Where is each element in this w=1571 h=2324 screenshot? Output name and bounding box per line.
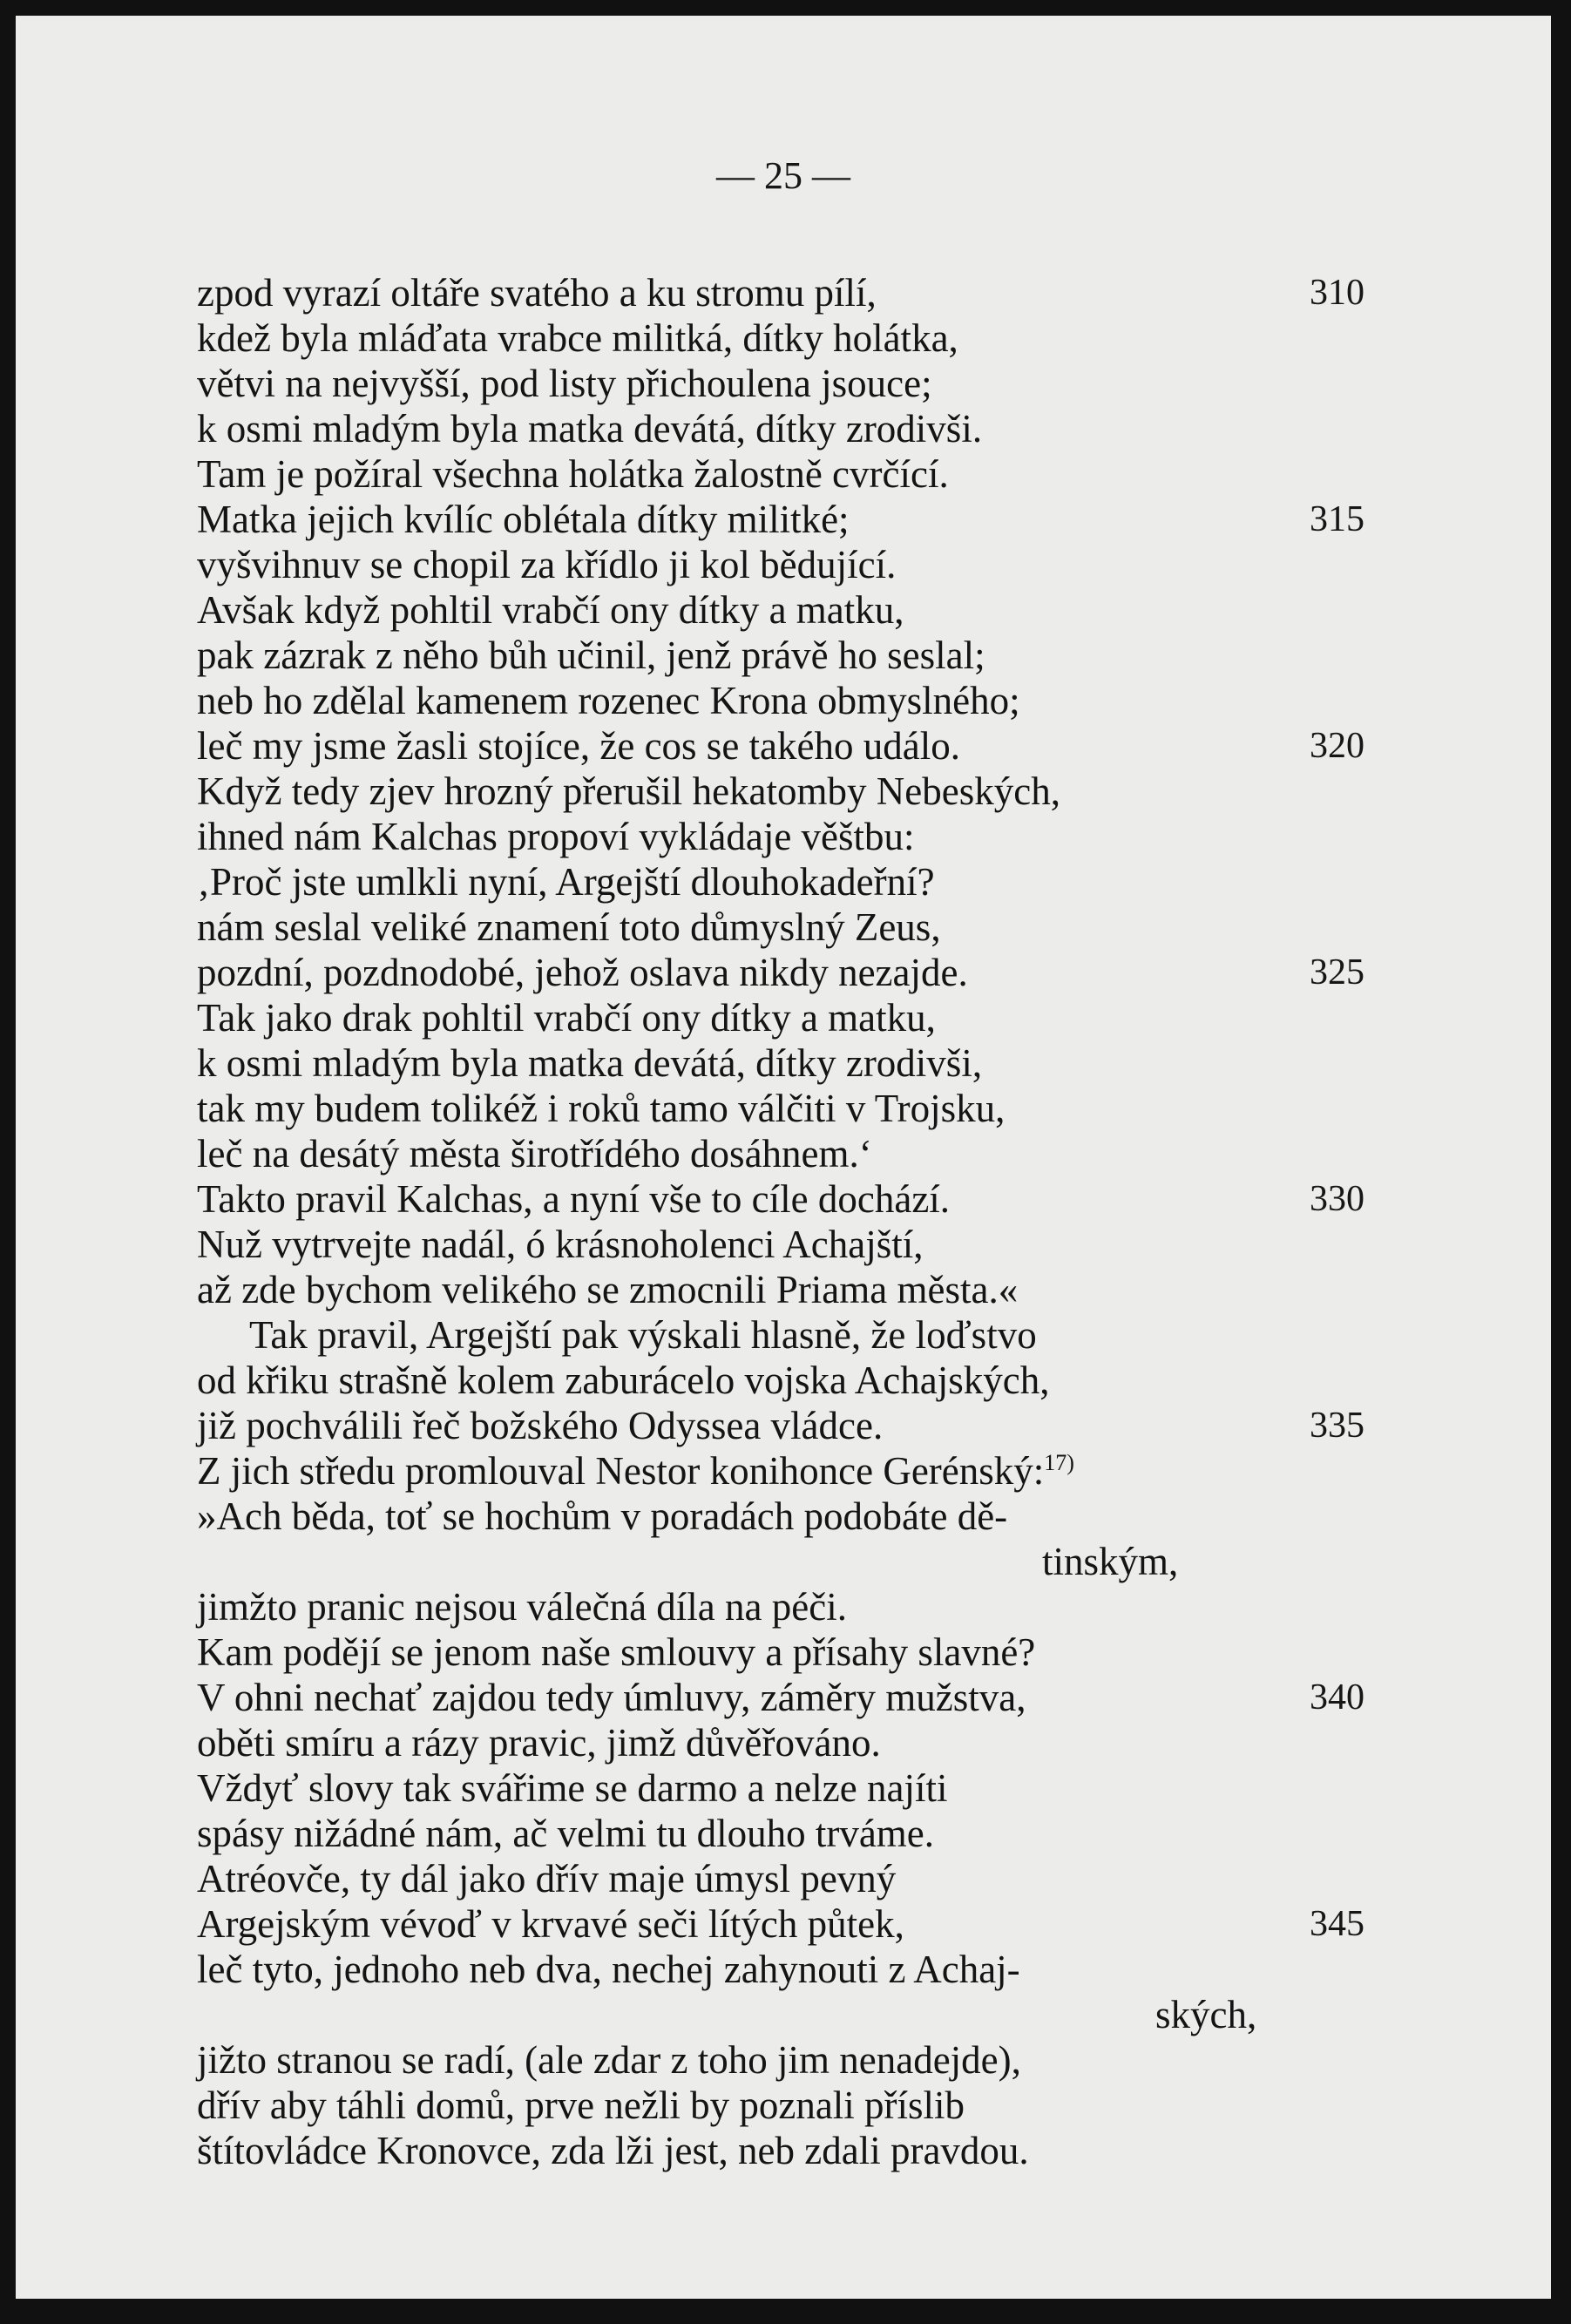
verse-text: pozdní, pozdnodobé, jehož oslava nikdy nezajde.: [197, 951, 968, 994]
verse-text: k osmi mladým byla matka devátá, dítky zrodivši.: [197, 407, 983, 451]
verse-line: [197, 1811, 1364, 1856]
verse-line: [197, 1222, 1364, 1267]
verse-text: leč na desátý města širotřídého dosáhnem.‘: [197, 1132, 872, 1176]
verse-text: Matka jejich kvílíc oblétala dítky militké;: [197, 498, 850, 541]
verse-text: spásy nižádné nám, ač velmi tu dlouho trváme.: [197, 1812, 935, 1855]
verse-text: od křiku strašně kolem zaburácelo vojska Achajských,: [197, 1358, 1050, 1402]
line-number: 335: [1310, 1406, 1364, 1446]
verse-text: Tak jako drak pohltil vrabčí ony dítky a matku,: [197, 996, 936, 1040]
verse-text: ihned nám Kalchas propoví vykládaje věštbu:: [197, 815, 915, 858]
verse-line: [197, 1267, 1364, 1312]
verse-line: [197, 1856, 1364, 1901]
verse-text: Avšak když pohltil vrabčí ony dítky a matku,: [197, 588, 904, 632]
verse-line: [197, 2128, 1364, 2173]
line-number: 315: [1310, 499, 1364, 539]
verse-text: nám seslal veliké znamení toto důmyslný Zeus,: [197, 905, 941, 949]
verse-text: štítovládce Kronovce, zda lži jest, neb zdali pravdou.: [197, 2129, 1029, 2172]
verse-text: oběti smíru a rázy pravic, jimž důvěřováno.: [197, 1721, 881, 1765]
verse-text: Atréovče, ty dál jako dřív maje úmysl pevný: [197, 1857, 897, 1901]
verse-line: [197, 361, 1364, 406]
page-number: — 25 —: [716, 154, 850, 197]
verse-text: leč my jsme žasli stojíce, že cos se takého událo.: [197, 724, 960, 768]
verse-text: ských,: [1155, 1993, 1257, 2036]
verse-text: dřív aby táhli domů, prve nežli by poznali příslib: [197, 2083, 965, 2127]
verse-line: [197, 859, 1364, 905]
verse-line: [197, 1901, 1364, 1947]
verse-text: Vždyť slovy tak svářime se darmo a nelze najíti: [197, 1766, 948, 1810]
line-number: 345: [1310, 1904, 1364, 1944]
verse-line: [197, 1630, 1364, 1675]
line-number: 320: [1310, 726, 1364, 766]
book-page: [16, 16, 1551, 2299]
verse-line: [197, 497, 1364, 542]
verse-line: [197, 1312, 1364, 1358]
verse-line: [197, 1176, 1364, 1222]
verse-block: [197, 270, 1364, 2173]
line-number: 330: [1310, 1179, 1364, 1219]
verse-line: [197, 1720, 1364, 1765]
verse-text: k osmi mladým byla matka devátá, dítky zrodivši,: [197, 1041, 983, 1085]
verse-text: větvi na nejvyšší, pod listy přichoulena jsouce;: [197, 362, 932, 405]
verse-line: [197, 1539, 1364, 1584]
line-number: 325: [1310, 952, 1364, 993]
verse-line: [197, 1992, 1364, 2037]
verse-text: neb ho zdělal kamenem rozenec Krona obmyslného;: [197, 679, 1020, 722]
verse-text: zpod vyrazí oltáře svatého a ku stromu pílí,: [197, 271, 877, 315]
verse-line: [197, 678, 1364, 723]
verse-text: Argejským vévoď v krvavé seči lítých půtek,: [197, 1902, 904, 1946]
verse-text: Tam je požíral všechna holátka žalostně cvrčící.: [197, 452, 949, 496]
verse-text: kdež byla mláďata vrabce militká, dítky holátka,: [197, 316, 958, 360]
verse-text: až zde bychom velikého se zmocnili Priama města.«: [197, 1268, 1019, 1311]
verse-line: [197, 1040, 1364, 1086]
verse-text: tinským,: [1042, 1540, 1179, 1583]
verse-line: [197, 451, 1364, 497]
verse-line: [197, 723, 1364, 769]
verse-text: Kam podějí se jenom naše smlouvy a přísahy slavné?: [197, 1630, 1036, 1674]
verse-line: [197, 769, 1364, 814]
verse-text: Nuž vytrvejte nadál, ó krásnoholenci Achajští,: [197, 1223, 924, 1266]
verse-line: [197, 1675, 1364, 1720]
verse-line: [197, 406, 1364, 451]
verse-line: [197, 1584, 1364, 1630]
verse-text: Takto pravil Kalchas, a nyní vše to cíle dochází.: [197, 1177, 951, 1221]
verse-line: [197, 1494, 1364, 1539]
verse-line: [197, 587, 1364, 633]
verse-line: [197, 950, 1364, 995]
verse-line: [197, 1358, 1364, 1403]
verse-text: ‚Proč jste umlkli nyní, Argejští dlouhokadeřní?: [197, 860, 935, 904]
verse-text: jižto stranou se radí, (ale zdar z toho jim nenadejde),: [197, 2038, 1021, 2082]
verse-line: [197, 633, 1364, 678]
verse-text: vyšvihnuv se chopil za křídlo ji kol bědující.: [197, 543, 897, 586]
verse-line: [197, 814, 1364, 859]
line-number: 340: [1310, 1677, 1364, 1718]
verse-line: [197, 270, 1364, 315]
verse-line: [197, 2083, 1364, 2128]
verse-text: tak my budem tolikéž i roků tamo válčiti v Trojsku,: [197, 1087, 1006, 1130]
verse-line: [197, 315, 1364, 361]
verse-text: V ohni nechať zajdou tedy úmluvy, záměry mužstva,: [197, 1676, 1026, 1719]
verse-line: [197, 905, 1364, 950]
verse-text: již pochválili řeč božského Odyssea vládce.: [197, 1404, 884, 1447]
verse-line: [197, 542, 1364, 587]
verse-line: [197, 995, 1364, 1040]
verse-text: pak zázrak z něho bůh učinil, jenž právě ho seslal;: [197, 634, 985, 677]
verse-text: Tak pravil, Argejští pak výskali hlasně, že loďstvo: [249, 1313, 1037, 1357]
verse-line: [197, 1448, 1364, 1494]
verse-line: [197, 1086, 1364, 1131]
verse-text: jimžto pranic nejsou válečná díla na péči.: [197, 1585, 847, 1629]
footnote-marker: 17): [1044, 1450, 1074, 1475]
verse-text: Když tedy zjev hrozný přerušil hekatomby Nebeských,: [197, 769, 1060, 813]
verse-line: [197, 1947, 1364, 1992]
verse-text: Z jich středu promlouval Nestor konihonce Gerénský:: [197, 1449, 1045, 1493]
verse-line: [197, 1403, 1364, 1448]
verse-text: leč tyto, jednoho neb dva, nechej zahynouti z Achaj-: [197, 1948, 1020, 1991]
verse-line: [197, 2037, 1364, 2083]
verse-line: [197, 1131, 1364, 1176]
verse-text: »Ach běda, toť se hochům v poradách podobáte dě-: [197, 1494, 1008, 1538]
verse-line: [197, 1765, 1364, 1811]
line-number: 310: [1310, 273, 1364, 313]
